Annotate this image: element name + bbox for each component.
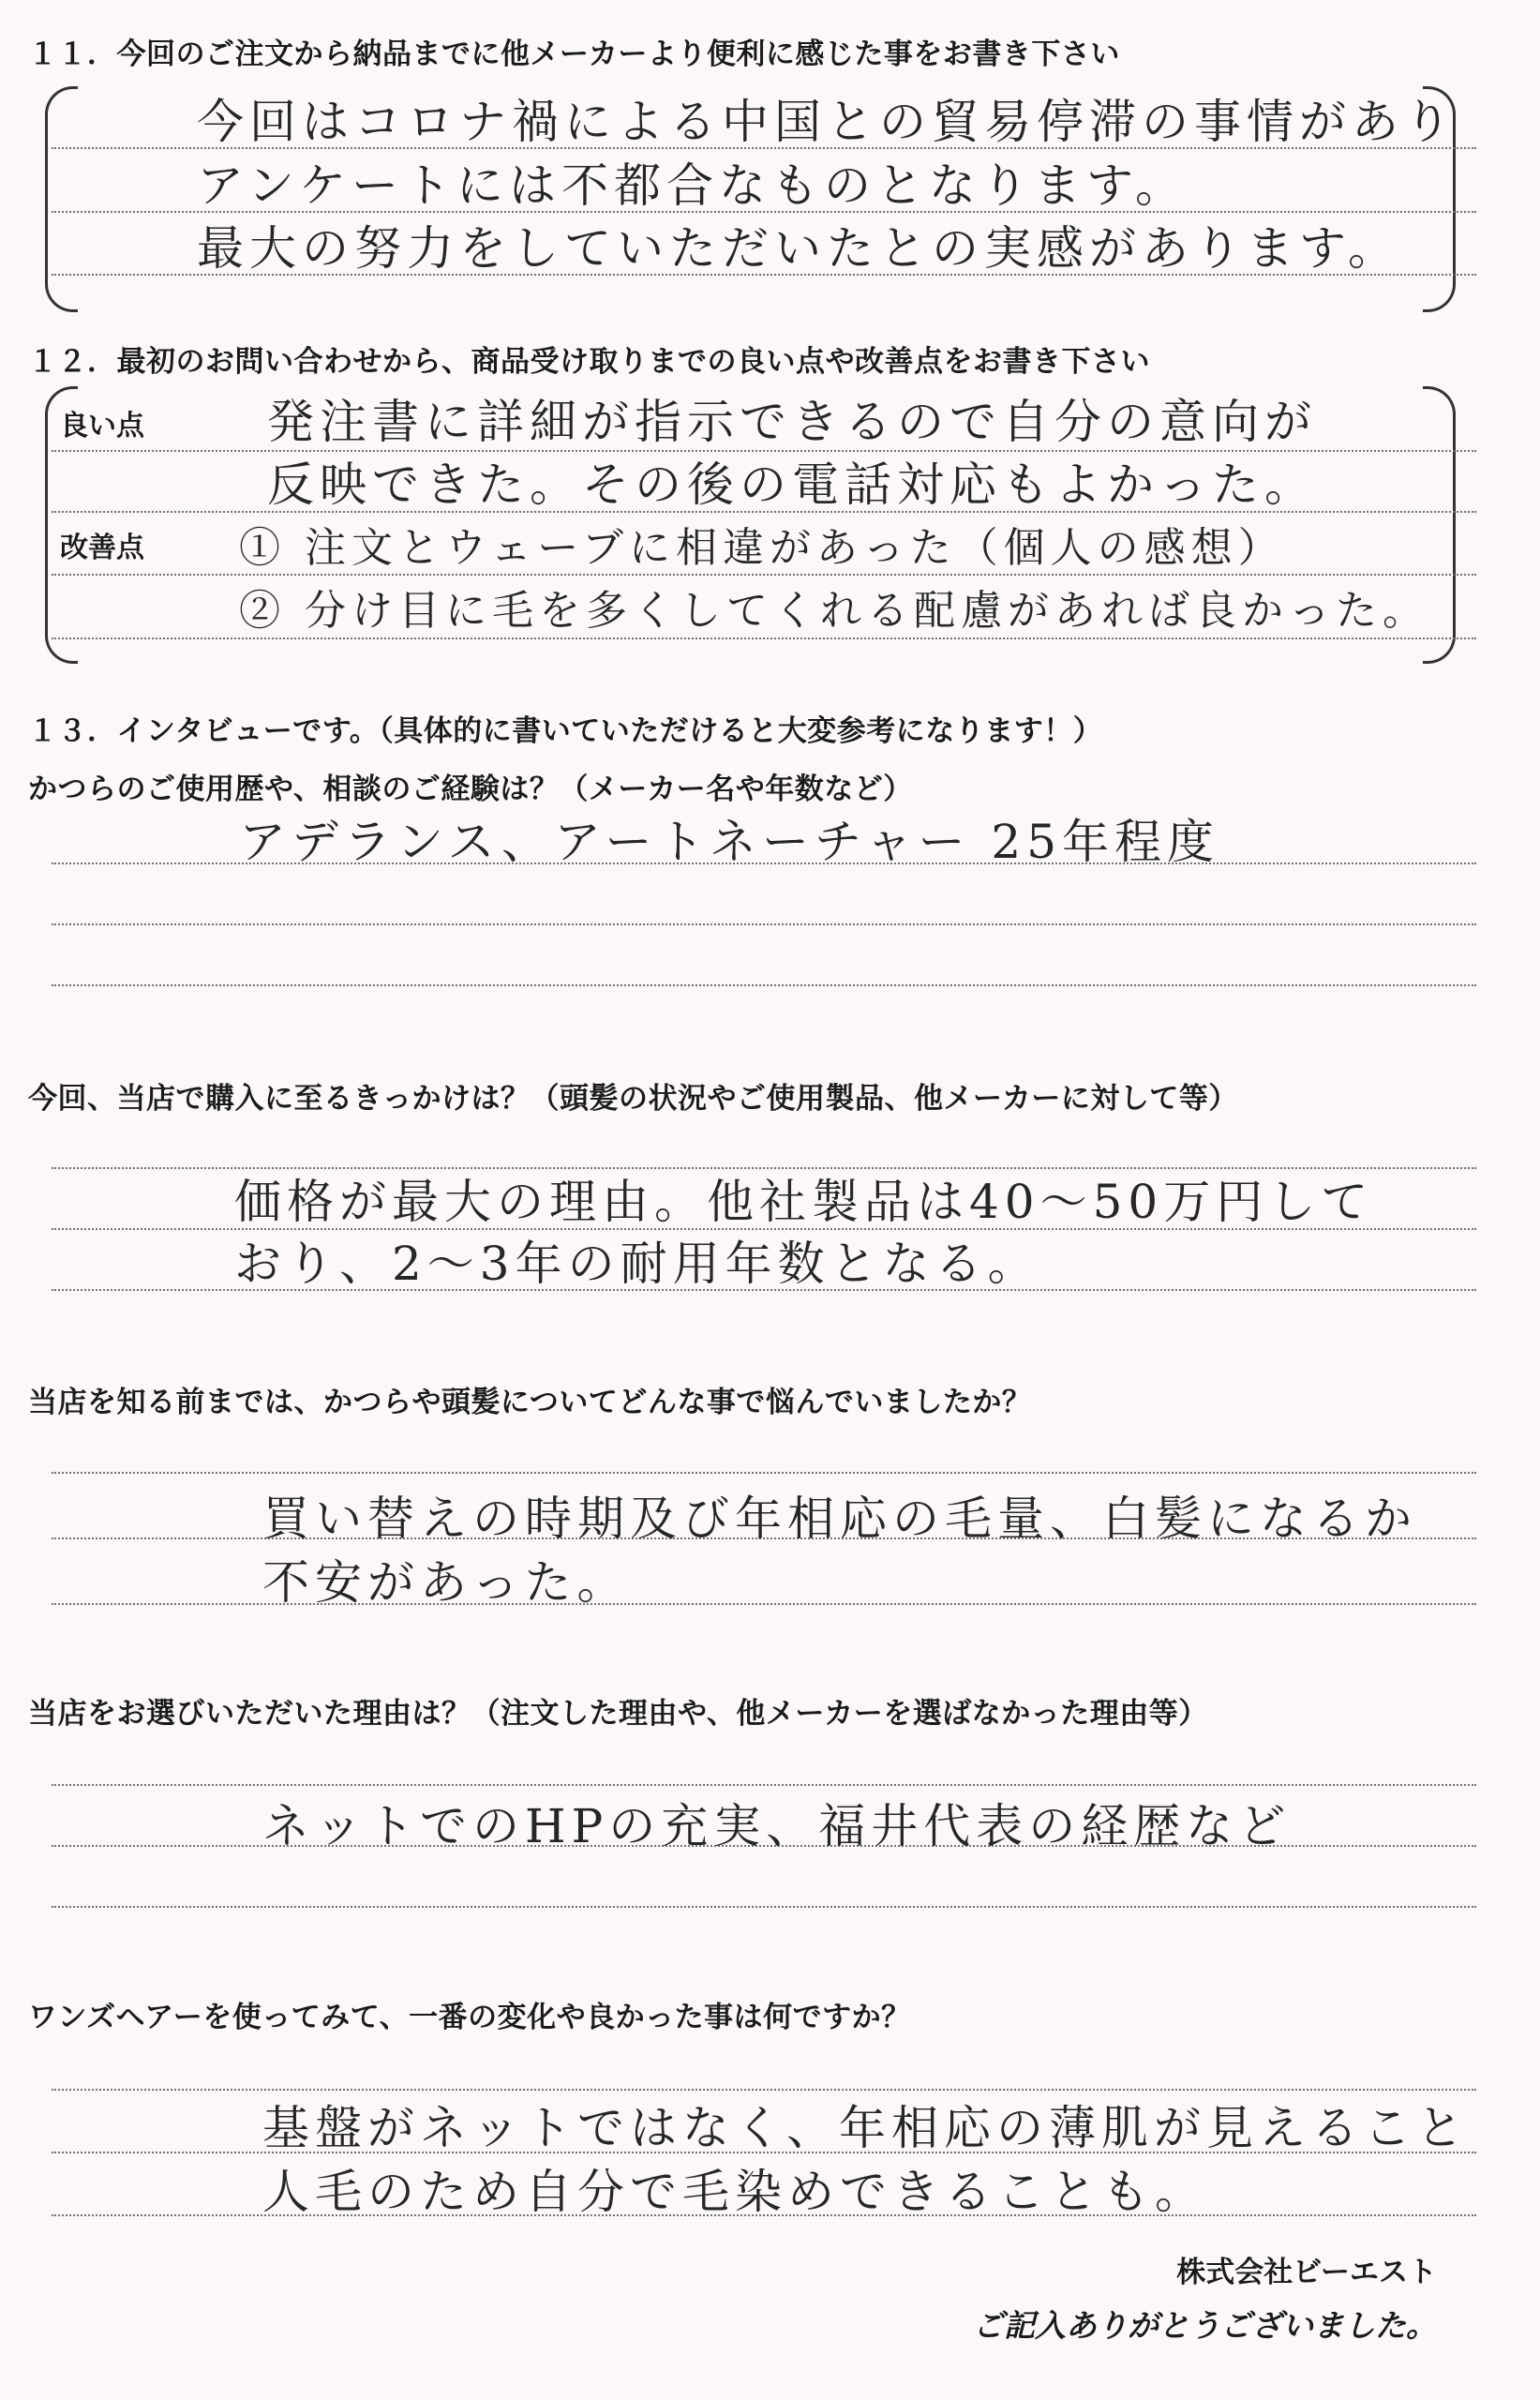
answer-line (52, 984, 1476, 986)
question-15: 当店を知る前までは、かつらや頭髪についてどんな事で悩んでいましたか？ (28, 1386, 1032, 1419)
thank-you-note: ご記入ありがとうございました。 (973, 2307, 1437, 2344)
question-16: 当店をお選びいただいた理由は？（注文した理由や、他メーカーを選ばなかった理由等） (28, 1697, 1208, 1731)
handwritten-answer: ① 注文とウェーブに相違があった（個人の感想） (239, 524, 1285, 572)
company-name: 株式会社ビーエスト (1176, 2256, 1437, 2289)
handwritten-answer: 発注書に詳細が指示できるので自分の意向が (267, 395, 1317, 449)
handwritten-answer: ネットでのHPの充実、福井代表の経歴など (262, 1799, 1292, 1853)
improvement-points-label: 改善点 (60, 532, 144, 564)
handwritten-answer: 人毛のため自分で毛染めできることも。 (262, 2165, 1207, 2219)
question-14: 今回、当店で購入に至るきっかけは？（頭髪の状況やご使用製品、他メーカーに対して等） (28, 1082, 1238, 1116)
handwritten-answer: おり、2～3年の耐用年数となる。 (234, 1237, 1040, 1291)
answer-line (52, 1472, 1476, 1474)
question-13-sub: かつらのご使用歴や、相談のご経験は？（メーカー名や年数など） (28, 772, 913, 806)
handwritten-answer: 不安があった。 (262, 1555, 630, 1610)
handwritten-answer: 今回はコロナ禍による中国との貿易停滞の事情があり (197, 95, 1457, 149)
handwritten-answer: ② 分け目に毛を多くしてくれる配慮があれば良かった。 (239, 587, 1429, 635)
answer-line (52, 1167, 1476, 1169)
answer-line (52, 923, 1476, 925)
handwritten-answer: アンケートには不都合なものとなります。 (197, 158, 1188, 213)
handwritten-answer: 最大の努力をしていただいたとの実感があります。 (197, 221, 1400, 276)
handwritten-answer: アデランス、アートネーチャー 25年程度 (239, 815, 1220, 869)
handwritten-answer: 価格が最大の理由。他社製品は40～50万円して (234, 1175, 1374, 1229)
question-12: １２．最初のお問い合わせから、商品受け取りまでの良い点や改善点をお書き下さい (28, 345, 1150, 379)
question-13: １３．インタビューです。（具体的に書いていただけると大変参考になります！） (28, 714, 1103, 748)
handwritten-answer: 基盤がネットではなく、年相応の薄肌が見えること (262, 2101, 1469, 2155)
handwritten-answer: 反映できた。その後の電話対応もよかった。 (267, 458, 1317, 512)
handwritten-answer: 買い替えの時期及び年相応の毛量、白髪になるか (262, 1492, 1417, 1546)
answer-line (52, 2089, 1476, 2091)
answer-line (52, 1906, 1476, 1908)
good-points-label: 良い点 (60, 410, 144, 442)
answer-bracket-left (45, 86, 78, 312)
question-17: ワンズヘアーを使ってみて、一番の変化や良かった事は何ですか？ (28, 2001, 911, 2034)
question-11: １１．今回のご注文から納品までに他メーカーより便利に感じた事をお書き下さい (28, 38, 1120, 71)
answer-line (52, 450, 1476, 452)
answer-line (52, 1784, 1476, 1786)
